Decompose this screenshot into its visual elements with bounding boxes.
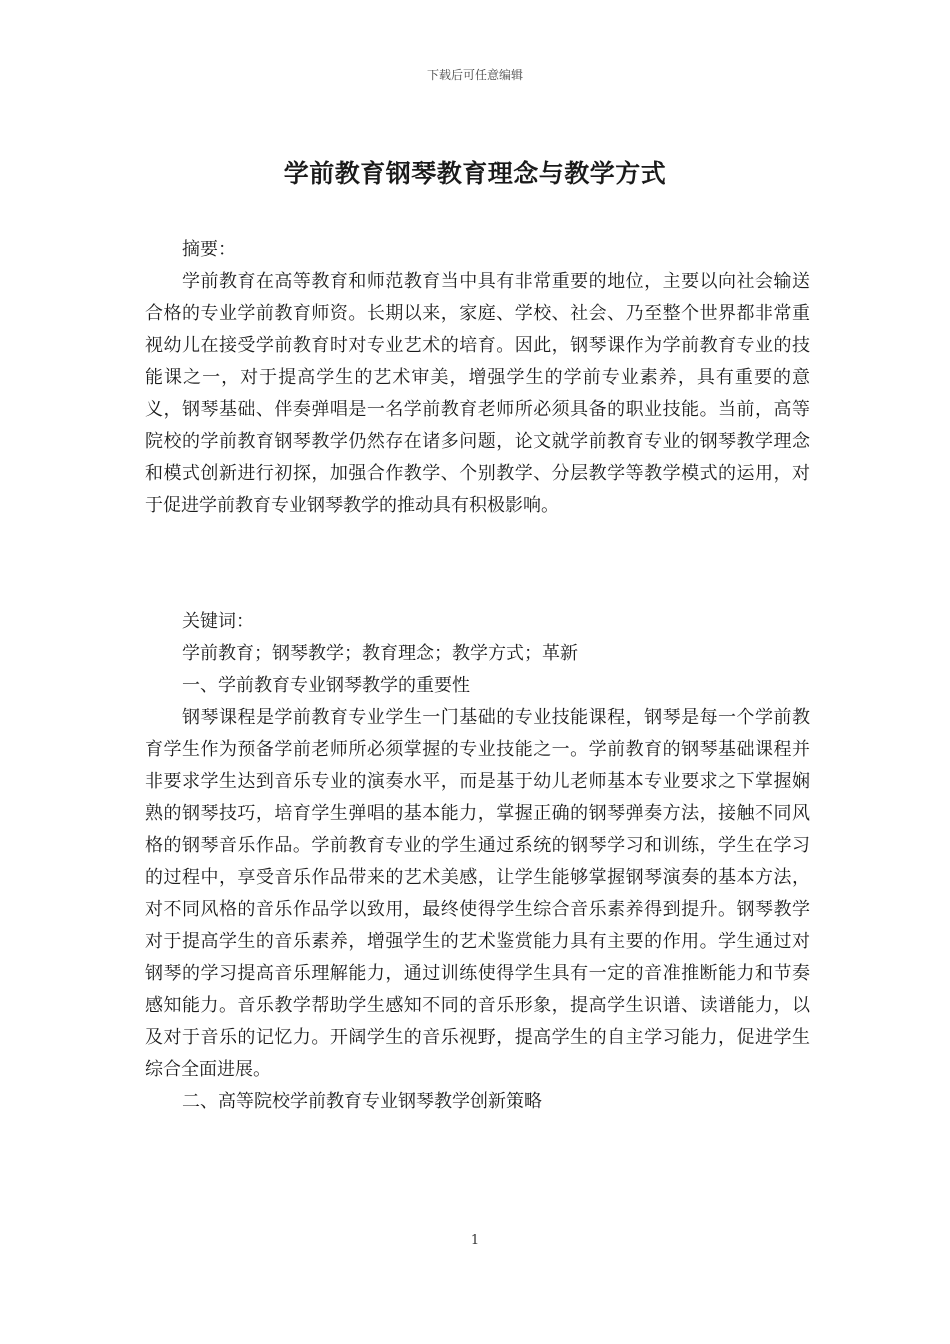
page-header: 下载后可任意编辑 — [426, 68, 523, 82]
keywords-section — [145, 606, 810, 1118]
abstract-section — [145, 234, 810, 522]
abstract-label: 摘要： — [182, 239, 236, 260]
abstract-paragraph: 学前教育在高等教育和师范教育当中具有非常重要的地位，主要以向社会输送合格的专业学前教育师资。长期以来，家庭、学校、社会、乃至整个世界都非常重视幼儿在接受学前教育时对专业艺术的培育。因此，钢琴课作为学前教育专业的技能课之一，对于提高学生的艺术审美，增强学生的学前专业素养，具有重要的意义，钢琴基础、伴奏弹唱是一名学前教育老师所必须具备的职业技能。当前，高等院校的学前教育钢琴教学仍然存在诸多问题，论文就学前教育专业的钢琴教学理念和模式创新进行初探，加强合作教学、个别教学、分层教学等教学模式的运用，对于促进学前教育专业钢琴教学的推动具有积极影响。 — [145, 271, 810, 516]
page-number: 1 — [470, 1233, 480, 1248]
keywords-label: 关键词： — [182, 611, 254, 632]
document-title: 学前教育钢琴教育理念与教学方式 — [283, 159, 667, 188]
section-1-paragraph: 钢琴课程是学前教育专业学生一门基础的专业技能课程，钢琴是每一个学前教育学生作为预备学前老师所必须掌握的专业技能之一。学前教育的钢琴基础课程并非要求学生达到音乐专业的演奏水平，而是基于幼儿老师基本专业要求之下掌握娴熟的钢琴技巧，培育学生弹唱的基本能力，掌握正确的钢琴弹奏方法，接触不同风格的钢琴音乐作品。学前教育专业的学生通过系统的钢琴学习和训练，学生在学习的过程中，享受音乐作品带来的艺术美感，让学生能够掌握钢琴演奏的基本方法，对不同风格的音乐作品学以致用，最终使得学生综合音乐素养得到提升。钢琴教学对于提高学生的音乐素养，增强学生的艺术鉴赏能力具有主要的作用。学生通过对钢琴的学习提高音乐理解能力，通过训练使得学生具有一定的音准推断能力和节奏感知能力。音乐教学帮助学生感知不同的音乐形象，提高学生识谱、读谱能力，以及对于音乐的记忆力。开阔学生的音乐视野，提高学生的自主学习能力，促进学生综合全面进展。 — [145, 707, 810, 1080]
keywords-list: 学前教育；钢琴教学；教育理念；教学方式；革新 — [182, 643, 578, 664]
section-heading-1: 一、学前教育专业钢琴教学的重要性 — [182, 675, 470, 696]
section-heading-2: 二、高等院校学前教育专业钢琴教学创新策略 — [182, 1091, 542, 1112]
